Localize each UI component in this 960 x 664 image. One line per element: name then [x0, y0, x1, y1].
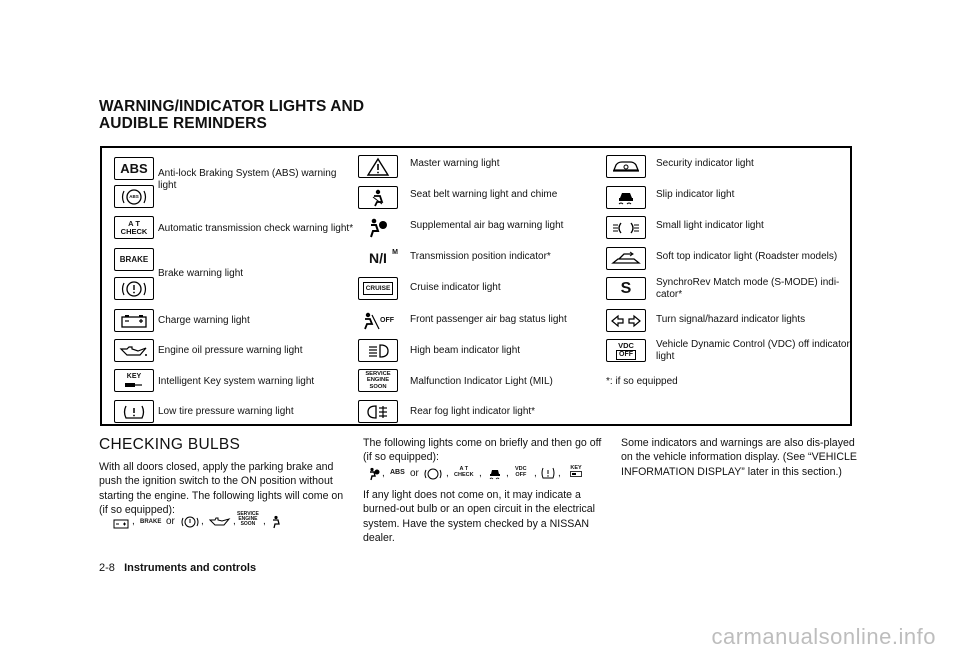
synchro-label: SynchroRev Match mode (S-MODE) indi-cator* — [656, 277, 840, 300]
battery-icon — [114, 309, 154, 332]
seatbelt-icon — [358, 186, 398, 209]
cruise-icon: CRUISE — [358, 277, 398, 300]
inline-icons-row-1: , BRAKE or , , SERVICE ENGINE SOON , — [113, 515, 363, 535]
airbag-label: Supplemental air bag warning light — [410, 220, 564, 231]
slip-label: Slip indicator light — [656, 189, 735, 200]
at-check-icon: A T CHECK — [114, 216, 154, 239]
high-beam-icon — [358, 339, 398, 362]
at-check-label: Automatic transmission check warning light* — [158, 223, 354, 234]
vdc-off-icon: VDC OFF — [606, 339, 646, 362]
abs-label: Anti-lock Braking System (ABS) warning light — [158, 168, 337, 191]
slip-icon — [606, 186, 646, 209]
paragraph-2: The following lights come on briefly and then go off (if so equipped): — [363, 437, 602, 464]
airbag-icon — [368, 467, 380, 481]
seatbelt-label: Seat belt warning light and chime — [410, 189, 558, 200]
oil-label: Engine oil pressure warning light — [158, 345, 303, 356]
watermark: carmanualsonline.info — [711, 624, 936, 649]
paragraph-3: If any light does not come on, it may indicate a burned-out bulb or an open circuit in the electrical system. Have the system checked by a NISSAN dealer. — [363, 489, 596, 545]
security-car-icon — [606, 155, 646, 178]
tire-label: Low tire pressure warning light — [158, 406, 294, 417]
master-warning-icon — [358, 155, 398, 178]
section-heading: CHECKING BULBS — [99, 436, 241, 453]
abs-circle-icon: ABS — [114, 185, 154, 208]
brake-icon: BRAKE — [114, 248, 154, 271]
abs-icon: ABS — [114, 157, 154, 180]
paragraph-4: Some indicators and warnings are also dis-played on the vehicle information display. (See “VEHICLE INFORMATION DISPLAY” later in this section.) — [621, 437, 857, 478]
small-light-label: Small light indicator light — [656, 220, 764, 231]
slip-icon — [488, 468, 502, 480]
charge-label: Charge warning light — [158, 315, 250, 326]
small-light-icon — [606, 216, 646, 239]
brake-circle-icon — [114, 277, 154, 300]
cruise-label: Cruise indicator light — [410, 282, 501, 293]
highbeam-label: High beam indicator light — [410, 345, 521, 356]
fog-label: Rear fog light indicator light* — [410, 406, 536, 417]
service-engine-soon-icon: SERVICE ENGINE SOON — [358, 369, 398, 392]
soft-top-icon — [606, 247, 646, 270]
turn-signal-icon — [606, 309, 646, 332]
tire-pressure-icon — [540, 467, 556, 480]
key-icon: KEY — [114, 369, 154, 392]
brake-label: Brake warning light — [158, 268, 244, 279]
trans-label: Transmission position indicator* — [410, 251, 551, 262]
battery-icon — [113, 517, 129, 529]
turn-label: Turn signal/hazard indicator lights — [656, 314, 806, 325]
tire-pressure-icon — [114, 400, 154, 423]
passenger-airbag-icon: OFF — [358, 309, 398, 332]
transmission-position-icon: N/I M — [358, 247, 398, 270]
oil-can-icon — [209, 517, 231, 527]
abs-circle-icon — [424, 467, 442, 481]
seatbelt-icon — [270, 515, 282, 529]
vdc-label: Vehicle Dynamic Control (VDC) off indicator light — [656, 339, 850, 362]
paragraph-1: With all doors closed, apply the parking brake and push the ignition switch to the ON position without starting the engine. The following lights will come on (if so equipped): — [99, 461, 344, 517]
rear-fog-icon — [358, 400, 398, 423]
mil-label: Malfunction Indicator Light (MIL) — [410, 376, 553, 387]
synchrorev-icon: S — [606, 277, 646, 300]
page-footer: 2-8 Instruments and controls — [99, 562, 257, 574]
key-label: Intelligent Key system warning light — [158, 376, 315, 387]
passenger-label: Front passenger air bag status light — [410, 314, 567, 325]
footnote: *: if so equipped — [606, 376, 678, 387]
softtop-label: Soft top indicator light (Roadster models) — [656, 251, 838, 262]
security-label: Security indicator light — [656, 158, 754, 169]
indicator-table — [100, 146, 852, 426]
master-label: Master warning light — [410, 158, 500, 169]
airbag-icon — [358, 216, 398, 239]
oil-can-icon — [114, 339, 154, 362]
page-title: WARNING/INDICATOR LIGHTS AND AUDIBLE REMINDERS — [99, 98, 365, 132]
inline-icons-row-2: , ABS or , A T CHECK , , VDC OFF , , KEY — [368, 467, 608, 487]
brake-circle-icon — [181, 515, 199, 529]
